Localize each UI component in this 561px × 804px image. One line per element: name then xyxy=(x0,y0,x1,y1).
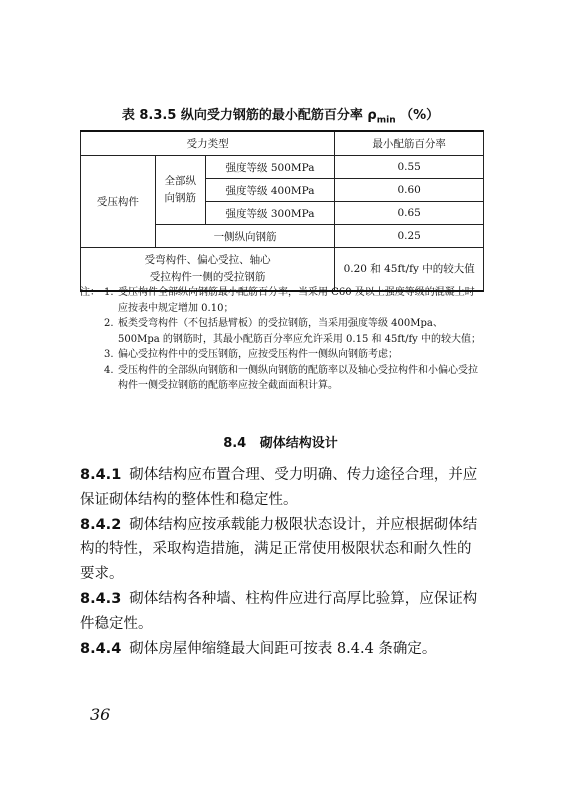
clause-item xyxy=(80,587,485,637)
note-text: 受压构件全部纵向钢筋最小配筋百分率，当采用 C60 及以上强度等级的混凝土时应按表中规定增加 0.10； xyxy=(118,287,475,314)
note-item xyxy=(80,316,484,347)
clause-text: 砌体结构应按承载能力极限状态设计，并应根据砌体结构的特性，采取构造措施，满足正常使用极限状态和耐久性的要求。 xyxy=(80,516,478,583)
header-type: 受力类型 xyxy=(81,131,335,156)
compression-member-cell: 受压构件 xyxy=(81,156,156,248)
one-side-cell: 一侧纵向钢筋 xyxy=(155,225,335,248)
all-longitudinal-cell: 全部纵 向钢筋 xyxy=(155,156,205,225)
notes-lead: 注： xyxy=(80,287,100,298)
value-cell: 0.55 xyxy=(335,156,484,179)
clause-number: 8.4.2 xyxy=(80,516,122,533)
note-text: 板类受弯构件（不包括悬臂板）的受拉钢筋，当采用强度等级 400Mpa、500Mpa 的钢筋时，其最小配筋百分率应允许采用 0.15 和 45ft/fy 中的较大值； xyxy=(118,318,482,345)
table-caption xyxy=(0,104,561,126)
grade-cell: 强度等级 400MPa xyxy=(205,179,335,202)
value-cell: 0.25 xyxy=(335,225,484,248)
value-cell: 0.65 xyxy=(335,202,484,225)
note-text: 偏心受拉构件中的受压钢筋，应按受压构件一侧纵向钢筋考虑； xyxy=(118,349,398,360)
note-item xyxy=(80,285,484,316)
table-notes xyxy=(80,285,484,394)
clause-text: 砌体结构各种墙、柱构件应进行高厚比验算，应保证构件稳定性。 xyxy=(80,590,478,632)
clause-number: 8.4.4 xyxy=(80,640,122,657)
clause-text: 砌体房屋伸缩缝最大间距可按表 8.4.4 条确定。 xyxy=(129,640,437,657)
clause-number: 8.4.3 xyxy=(80,590,122,607)
table-caption-unit: （%） xyxy=(400,108,440,123)
page-number: 36 xyxy=(90,705,111,724)
value-cell: 0.20 和 45ft/fy 中的较大值 xyxy=(335,248,484,292)
clause-item xyxy=(80,513,485,587)
note-item xyxy=(80,347,484,363)
clause-text: 砌体结构应布置合理、受力明确、传力途径合理，并应保证砌体结构的整体性和稳定性。 xyxy=(80,467,478,508)
table-row xyxy=(81,156,484,179)
note-text: 受压构件的全部纵向钢筋和一侧纵向钢筋的配筋率以及轴心受拉构件和小偏心受拉构件一侧受拉钢筋的配筋率应按全截面面积计算。 xyxy=(118,364,478,391)
clause-list xyxy=(80,463,485,661)
table-caption-text: 表 8.3.5 纵向受力钢筋的最小配筋百分率 ρ xyxy=(121,108,377,123)
clause-item xyxy=(80,463,485,513)
note-number: 1. xyxy=(104,287,114,298)
note-item xyxy=(80,363,484,394)
note-number: 2. xyxy=(104,318,114,329)
value-cell: 0.60 xyxy=(335,179,484,202)
flexural-cell: 受弯构件、偏心受拉、轴心 受拉构件一侧的受拉钢筋 xyxy=(81,248,335,292)
section-heading: 8.4 砌体结构设计 xyxy=(223,436,338,451)
clause-number: 8.4.1 xyxy=(80,467,122,483)
grade-cell: 强度等级 500MPa xyxy=(205,156,335,179)
grade-cell: 强度等级 300MPa xyxy=(205,202,335,225)
table-header-row xyxy=(81,131,484,156)
header-ratio: 最小配筋百分率 xyxy=(335,131,484,156)
min-reinforcement-table xyxy=(80,130,484,292)
note-number: 4. xyxy=(104,364,114,376)
clause-item xyxy=(80,637,485,662)
rho-subscript: min xyxy=(376,115,396,126)
note-number: 3. xyxy=(104,349,114,360)
